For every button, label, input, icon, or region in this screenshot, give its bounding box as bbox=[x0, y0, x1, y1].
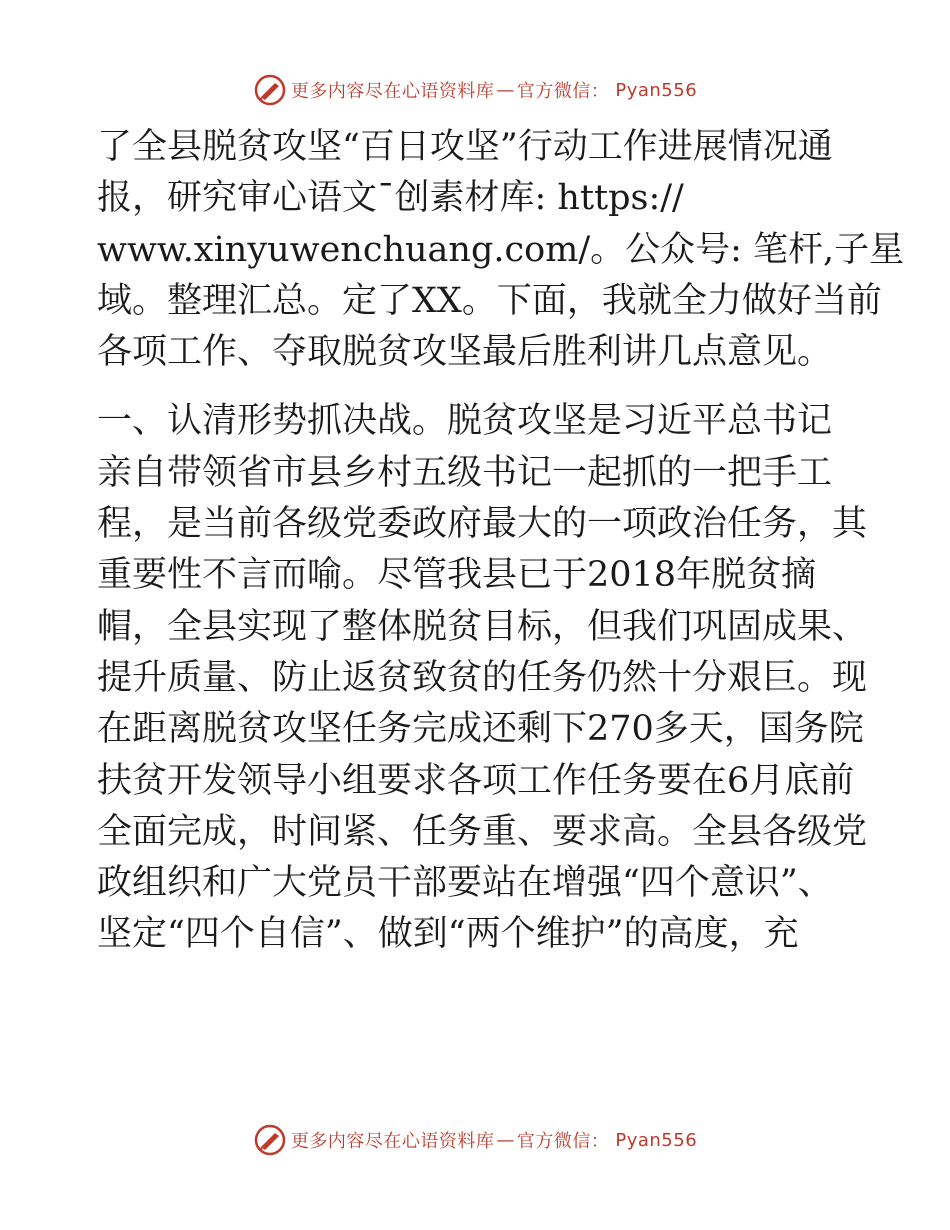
paragraph-1 bbox=[97, 122, 905, 378]
footer-watermark-banner bbox=[0, 1120, 950, 1160]
banner-wechat-id: Pyan556 bbox=[615, 1129, 698, 1151]
banner-text: 更多内容尽在心语资料库 bbox=[290, 81, 495, 102]
banner-wechat-label: 官方微信： bbox=[516, 81, 610, 102]
text-line: 亲自带领省市县乡村五级书记一起抓的一把手工 bbox=[97, 452, 833, 493]
paragraph-spacer bbox=[97, 378, 857, 396]
banner-separator: — bbox=[496, 1129, 515, 1151]
text-line: 扶贫开发领导小组要求各项工作任务要在6月底前 bbox=[97, 760, 855, 801]
text-line: 帽，全县实现了整体脱贫目标，但我们巩固成果、 bbox=[97, 606, 868, 647]
pen-logo-icon bbox=[253, 73, 287, 107]
text-line: 提升质量、防止返贫致贫的任务仍然十分艰巨。现 bbox=[97, 657, 868, 698]
text-line: 各项工作、夺取脱贫攻坚最后胜利讲几点意见。 bbox=[97, 332, 833, 373]
text-line: 政组织和广大党员干部要站在增强“四个意识”、 bbox=[97, 863, 833, 904]
paragraph-2 bbox=[97, 396, 868, 960]
text-line: www.xinyuwenchuang.com/。公众号: 笔杆,子星 bbox=[97, 229, 905, 270]
banner-text: 更多内容尽在心语资料库 bbox=[290, 1131, 495, 1152]
header-watermark-banner bbox=[0, 70, 950, 110]
banner-wechat-label: 官方微信： bbox=[516, 1131, 610, 1152]
text-line: 域。整理汇总。定了XX。下面，我就全力做好当前 bbox=[97, 280, 882, 321]
text-line: 在距离脱贫攻坚任务完成还剩下270多天，国务院 bbox=[97, 709, 864, 750]
pen-logo-icon bbox=[253, 1123, 287, 1157]
document-body bbox=[97, 122, 905, 961]
text-line: 全面完成，时间紧、任务重、要求高。全县各级党 bbox=[97, 811, 868, 852]
banner-wechat-id: Pyan556 bbox=[615, 79, 698, 101]
text-line: 一、认清形势抓决战。脱贫攻坚是习近平总书记 bbox=[97, 401, 833, 442]
banner-separator: — bbox=[496, 79, 515, 101]
text-line: 程，是当前各级党委政府最大的一项政治任务，其 bbox=[97, 504, 868, 545]
text-line: 报，研究审心语文¯创素材库: https:// bbox=[97, 178, 684, 219]
text-line: 重要性不言而喻。尽管我县已于2018年脱贫摘 bbox=[97, 555, 817, 596]
text-line: 了全县脱贫攻坚“百日攻坚”行动工作进展情况通 bbox=[97, 127, 833, 167]
text-line: 坚定“四个自信”、做到“两个维护”的高度，充 bbox=[97, 914, 799, 955]
